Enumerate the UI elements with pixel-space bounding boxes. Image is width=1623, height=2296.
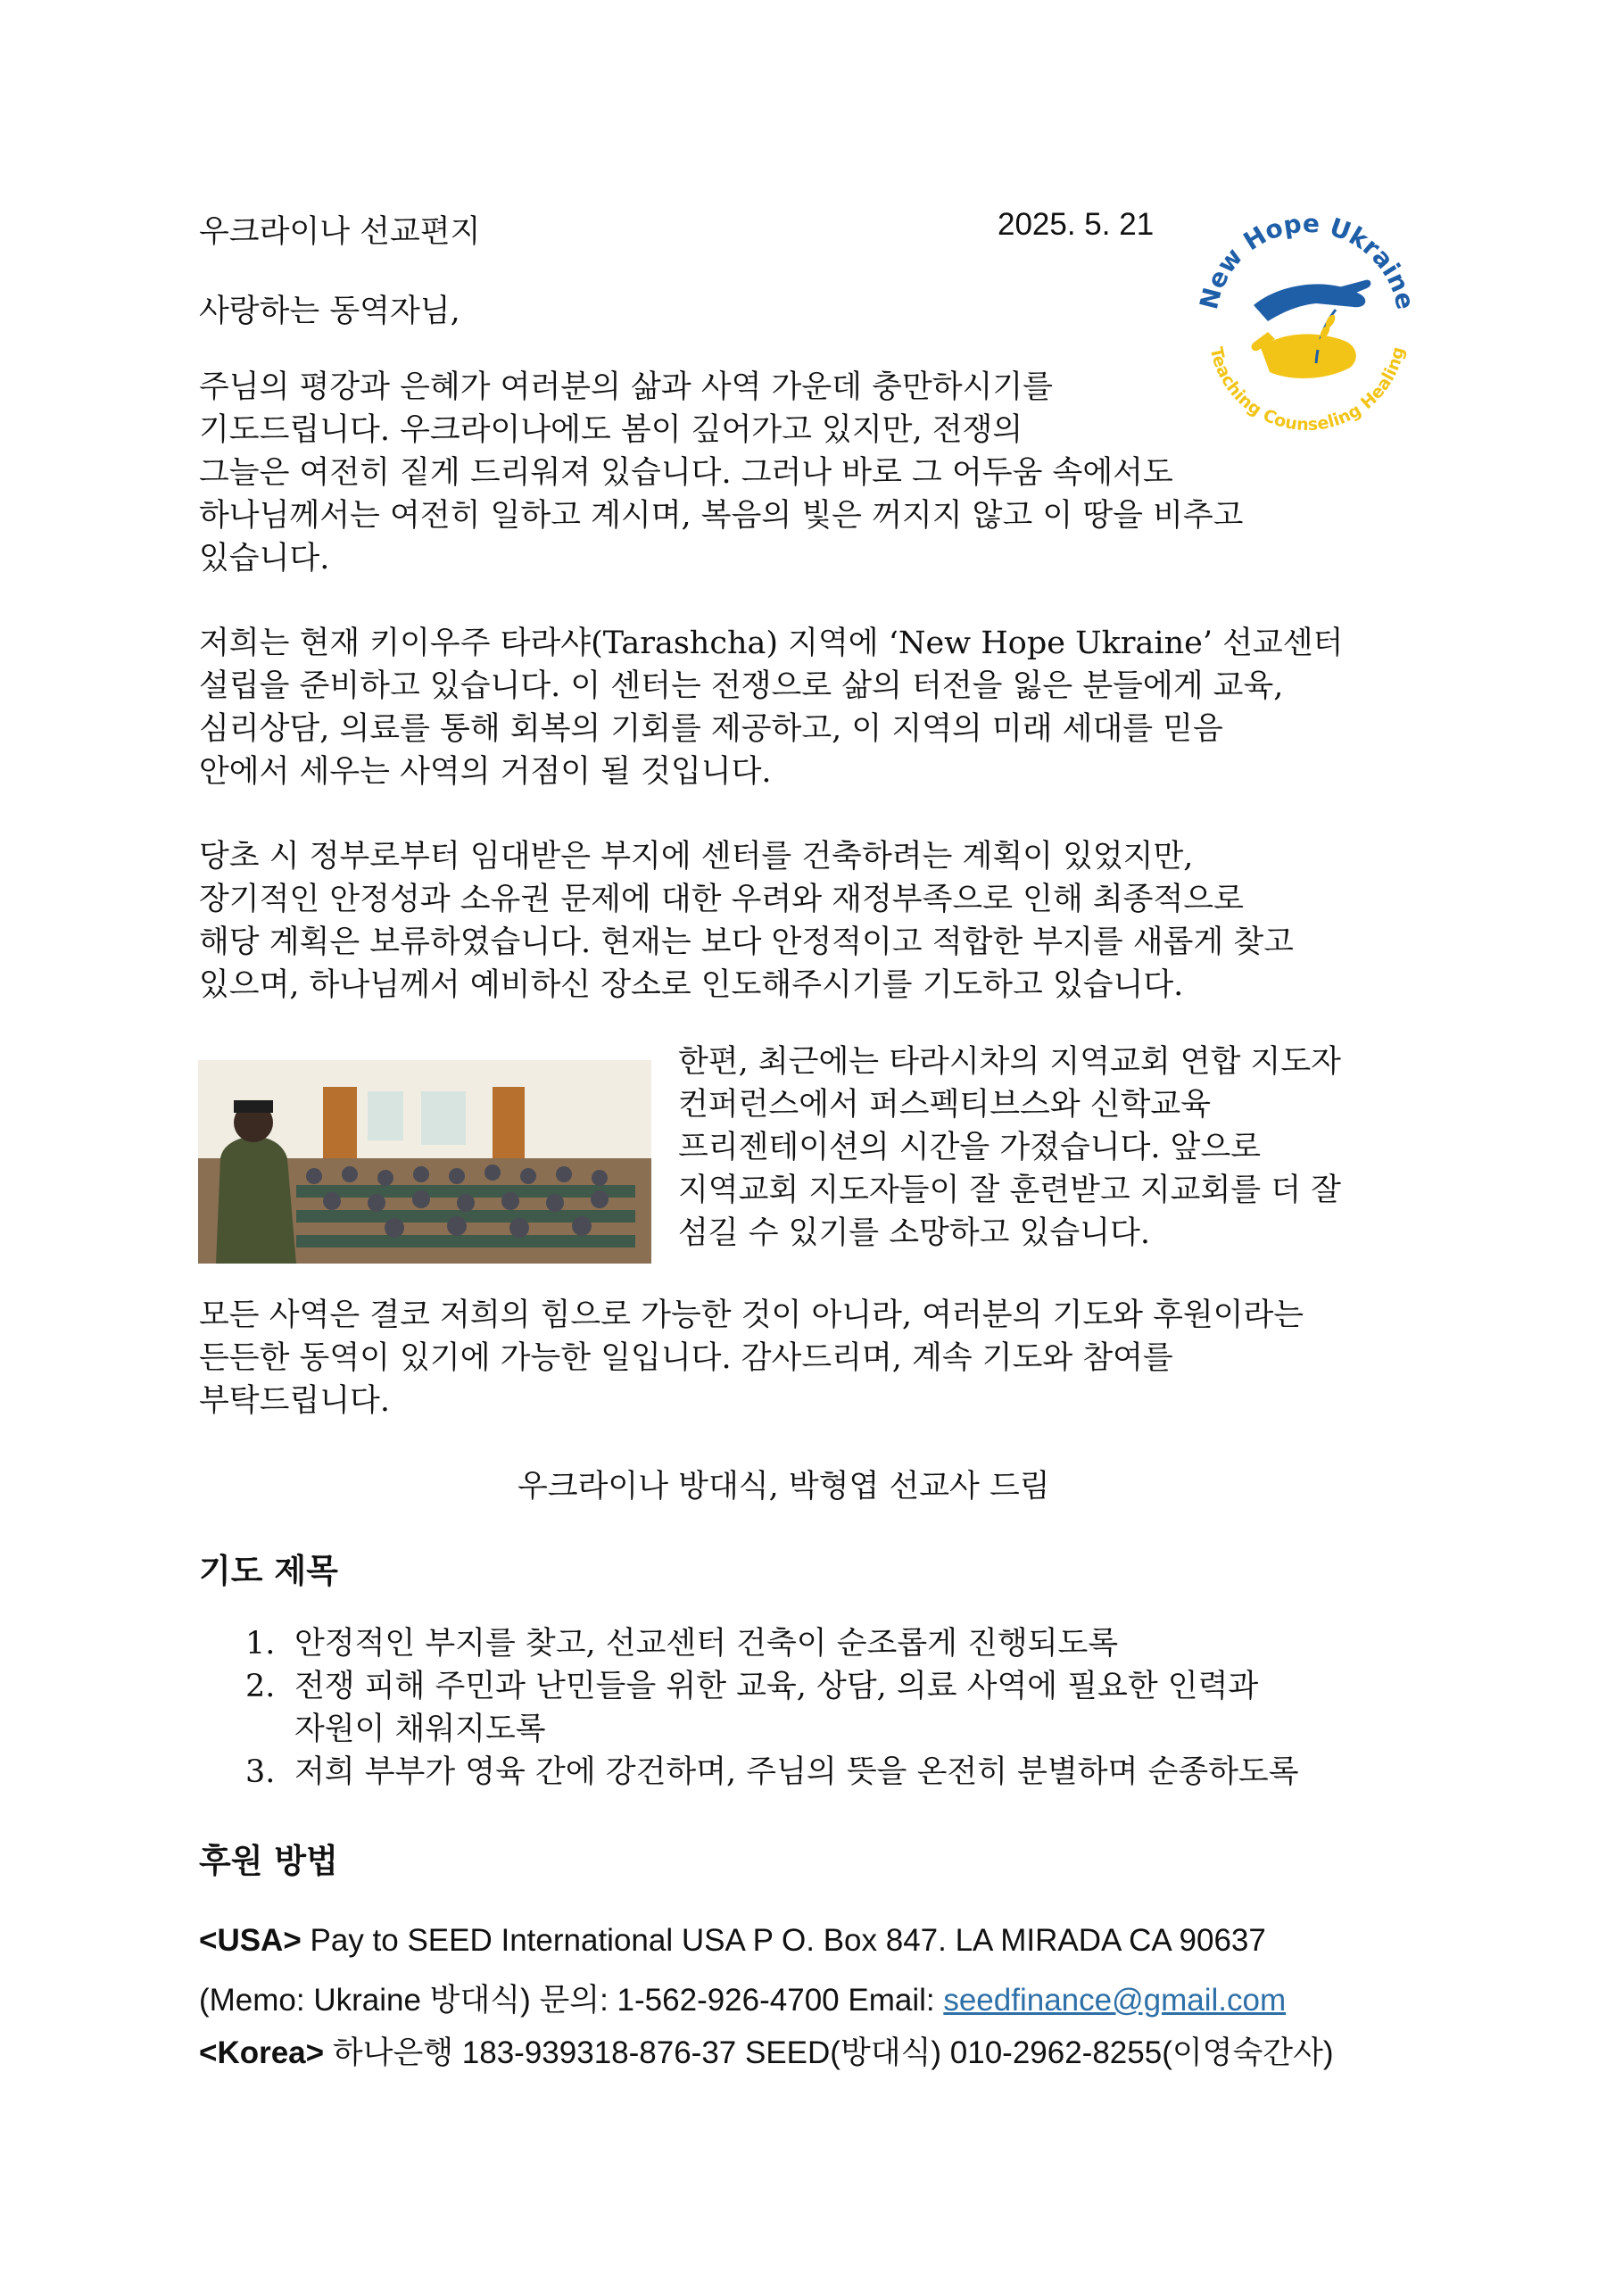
support-memo <box>199 1976 1286 2020</box>
greeting: 사랑하는 동역자님, <box>199 294 460 329</box>
paragraph-3: 당초 시 정부로부터 임대받은 부지에 센터를 건축하려는 계획이 있었지만, 장기적인 안정성과 소유권 문제에 대한 우려와 재정부족으로 인해 최종적으로 해당 계획은 보류하였습니다. 현재는 보다 안정적이고 적합한 부지를 새롭게 찾고 있으며, 하나님께서 예비하신 장소로 인도해주시기를 기도하고 있습니다. <box>199 839 1294 1003</box>
prayer-item-number: 3. <box>245 1754 276 1790</box>
support-korea <box>199 2028 1334 2073</box>
prayer-section-title: 기도 제목 <box>199 1552 338 1590</box>
usa-text: Pay to SEED International USA P O. Box 847. LA MIRADA CA 90637 <box>301 1923 1266 1958</box>
memo-text: (Memo: Ukraine 방대식) 문의: 1-562-926-4700 Email: <box>199 1983 944 2018</box>
svg-text:Teaching Counseling Healing: Teaching Counseling Healing <box>1205 344 1409 435</box>
paragraph-1: 주님의 평강과 은혜가 여러분의 삶과 사역 가운데 충만하시기를 기도드립니다. 우크라이나에도 봄이 깊어가고 있지만, 전쟁의 그늘은 여전히 짙게 드리워져 있습니다. 그러나 바로 그 어두움 속에서도 하나님께서는 여전히 일하고 계시며, 복음의 빛은 꺼지지 않고 이 땅을 비추고 있습니다. <box>199 369 1244 576</box>
email-link[interactable]: seedfinance@gmail.com <box>943 1983 1287 2018</box>
paragraph-4: 한편, 최근에는 타라시차의 지역교회 연합 지도자 컨퍼런스에서 퍼스펙티브스와 신학교육 프리젠테이션의 시간을 가졌습니다. 앞으로 지역교회 지도자들이 잘 훈련받고 지교회를 더 잘 섬길 수 있기를 소망하고 있습니다. <box>678 1044 1341 1251</box>
conference-photo <box>198 1060 651 1264</box>
signature: 우크라이나 방대식, 박형엽 선교사 드림 <box>518 1469 1050 1504</box>
paragraph-2: 저희는 현재 키이우주 타라샤(Tarashcha) 지역에 ‘New Hope Ukraine’ 선교센터 설립을 준비하고 있습니다. 이 센터는 전쟁으로 삶의 터전을 잃은 분들에게 교육, 심리상담, 의료를 통해 회복의 기회를 제공하고, 이 지역의 미래 세대를 믿음 안에서 세우는 사역의 거점이 될 것입니다. <box>199 626 1344 790</box>
letter-title: 우크라이나 선교편지 <box>199 214 481 250</box>
support-usa <box>199 1923 1266 1959</box>
prayer-item-text: 저희 부부가 영육 간에 강건하며, 주님의 뜻을 온전히 분별하며 순종하도록 <box>294 1754 1299 1790</box>
letter-date: 2025. 5. 21 <box>998 207 1155 242</box>
prayer-item <box>245 1622 1459 1665</box>
paragraph-5: 모든 사역은 결코 저희의 힘으로 가능한 것이 아니라, 여러분의 기도와 후원이라는 든든한 동역이 있기에 가능한 일입니다. 감사드리며, 계속 기도와 참여를 부탁드립니다. <box>199 1297 1304 1419</box>
prayer-item <box>245 1751 1459 1794</box>
prayer-item-number: 1. <box>245 1626 276 1662</box>
support-section-title: 후원 방법 <box>199 1842 338 1880</box>
svg-text:New Hope Ukraine: New Hope Ukraine <box>1194 208 1420 312</box>
usa-label: <USA> <box>199 1923 302 1958</box>
korea-text: 하나은행 183-939318-876-37 SEED(방대식) 010-2962-8255(이영숙간사) <box>324 2035 1334 2070</box>
prayer-item-number: 2. <box>245 1669 276 1704</box>
prayer-list <box>245 1622 1459 1794</box>
prayer-item-text: 전쟁 피해 주민과 난민들을 위한 교육, 상담, 의료 사역에 필요한 인력과 자원이 채워지도록 <box>294 1669 1259 1747</box>
korea-label: <Korea> <box>199 2035 325 2070</box>
prayer-item-text: 안정적인 부지를 찾고, 선교센터 건축이 순조롭게 진행되도록 <box>294 1626 1119 1662</box>
prayer-item <box>245 1665 1459 1751</box>
